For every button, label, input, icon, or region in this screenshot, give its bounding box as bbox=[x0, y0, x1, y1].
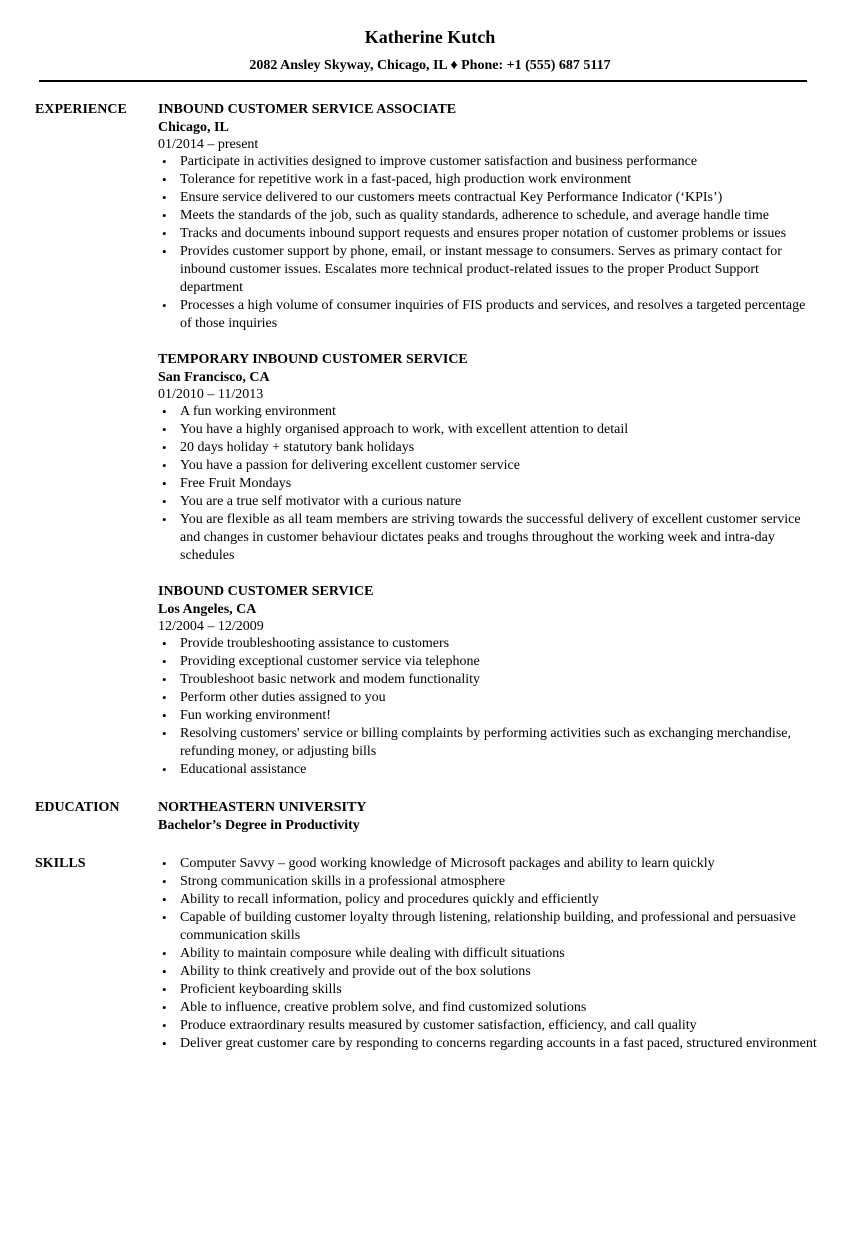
education-body bbox=[158, 799, 818, 835]
contact-line: 2082 Ansley Skyway, Chicago, IL ♦ Phone: +1 (555) 687 5117 bbox=[249, 58, 611, 73]
skill-item: • Ability to think creatively and provide out of the box solutions bbox=[158, 963, 818, 981]
skill-item: • Computer Savvy – good working knowledge of Microsoft packages and ability to learn quickly bbox=[158, 855, 818, 873]
job-entry bbox=[158, 101, 818, 333]
resume-header bbox=[0, 0, 860, 75]
degree-name: Bachelor’s Degree in Productivity bbox=[158, 818, 360, 833]
skill-item: • Produce extraordinary results measured by customer satisfaction, efficiency, and call quality bbox=[158, 1017, 818, 1035]
skills-body bbox=[158, 855, 818, 1053]
job-dates: 01/2010 – 11/2013 bbox=[158, 387, 264, 402]
skill-item: • Ability to maintain composure while dealing with difficult situations bbox=[158, 945, 818, 963]
job-bullets bbox=[158, 635, 818, 779]
bullet-item: • Meets the standards of the job, such as quality standards, adherence to schedule, and average handle time bbox=[158, 207, 818, 225]
skill-item: • Strong communication skills in a professional atmosphere bbox=[158, 873, 818, 891]
bullet-item: • Free Fruit Mondays bbox=[158, 475, 818, 493]
job-location: Chicago, IL bbox=[158, 120, 229, 135]
header-divider bbox=[39, 80, 807, 82]
bullet-item: • Processes a high volume of consumer inquiries of FIS products and services, and resolves a targeted percentage of those inquiries bbox=[158, 297, 818, 333]
bullet-item: • Tolerance for repetitive work in a fast-paced, high production work environment bbox=[158, 171, 818, 189]
bullet-item: • Provides customer support by phone, email, or instant message to consumers. Serves as primary contact for inbound customer issues. Escalates more technical product-related issues to the proper Product Support department bbox=[158, 243, 818, 297]
job-entry bbox=[158, 351, 818, 565]
education-section bbox=[35, 799, 860, 835]
skill-item: • Proficient keyboarding skills bbox=[158, 981, 818, 999]
bullet-item: • Ensure service delivered to our customers meets contractual Key Performance Indicator (‘KPIs’) bbox=[158, 189, 818, 207]
job-dates: 12/2004 – 12/2009 bbox=[158, 619, 264, 634]
bullet-item: • You have a passion for delivering excellent customer service bbox=[158, 457, 818, 475]
school-name: NORTHEASTERN UNIVERSITY bbox=[158, 800, 367, 815]
bullet-item: • Troubleshoot basic network and modem functionality bbox=[158, 671, 818, 689]
bullet-item: • Fun working environment! bbox=[158, 707, 818, 725]
bullet-item: • 20 days holiday + statutory bank holidays bbox=[158, 439, 818, 457]
experience-body bbox=[158, 101, 818, 799]
job-title: INBOUND CUSTOMER SERVICE bbox=[158, 584, 374, 599]
skills-list bbox=[158, 855, 818, 1053]
skill-item: • Capable of building customer loyalty through listening, relationship building, and professional and persuasive communication skills bbox=[158, 909, 818, 945]
job-entry bbox=[158, 583, 818, 779]
bullet-item: • Providing exceptional customer service via telephone bbox=[158, 653, 818, 671]
experience-section bbox=[35, 101, 860, 799]
bullet-item: • Participate in activities designed to improve customer satisfaction and business performance bbox=[158, 153, 818, 171]
skill-item: • Ability to recall information, policy and procedures quickly and efficiently bbox=[158, 891, 818, 909]
skills-section bbox=[35, 855, 860, 1053]
skill-item: • Able to influence, creative problem solve, and find customized solutions bbox=[158, 999, 818, 1017]
section-label-experience: EXPERIENCE bbox=[35, 102, 127, 117]
candidate-name: Katherine Kutch bbox=[364, 27, 496, 47]
bullet-item: • You are a true self motivator with a curious nature bbox=[158, 493, 818, 511]
bullet-item: • A fun working environment bbox=[158, 403, 818, 421]
job-dates: 01/2014 – present bbox=[158, 137, 259, 152]
bullet-item: • You have a highly organised approach to work, with excellent attention to detail bbox=[158, 421, 818, 439]
skill-item: • Deliver great customer care by responding to concerns regarding accounts in a fast paced, structured environment bbox=[158, 1035, 818, 1053]
bullet-item: • Perform other duties assigned to you bbox=[158, 689, 818, 707]
job-bullets bbox=[158, 403, 818, 565]
section-label-education: EDUCATION bbox=[35, 800, 120, 815]
job-location: San Francisco, CA bbox=[158, 370, 270, 385]
job-location: Los Angeles, CA bbox=[158, 602, 257, 617]
bullet-item: • Educational assistance bbox=[158, 761, 818, 779]
job-title: TEMPORARY INBOUND CUSTOMER SERVICE bbox=[158, 352, 468, 367]
bullet-item: • Provide troubleshooting assistance to customers bbox=[158, 635, 818, 653]
section-label-skills: SKILLS bbox=[35, 856, 86, 871]
job-bullets bbox=[158, 153, 818, 333]
bullet-item: • You are flexible as all team members are striving towards the successful delivery of excellent customer service and changes in customer behaviour dictates peaks and troughs throughout the working week and intra-day schedules bbox=[158, 511, 818, 565]
bullet-item: • Tracks and documents inbound support requests and ensures proper notation of customer problems or issues bbox=[158, 225, 818, 243]
bullet-item: • Resolving customers' service or billing complaints by performing activities such as exchanging merchandise, refunding money, or adjusting bills bbox=[158, 725, 818, 761]
job-title: INBOUND CUSTOMER SERVICE ASSOCIATE bbox=[158, 102, 457, 117]
